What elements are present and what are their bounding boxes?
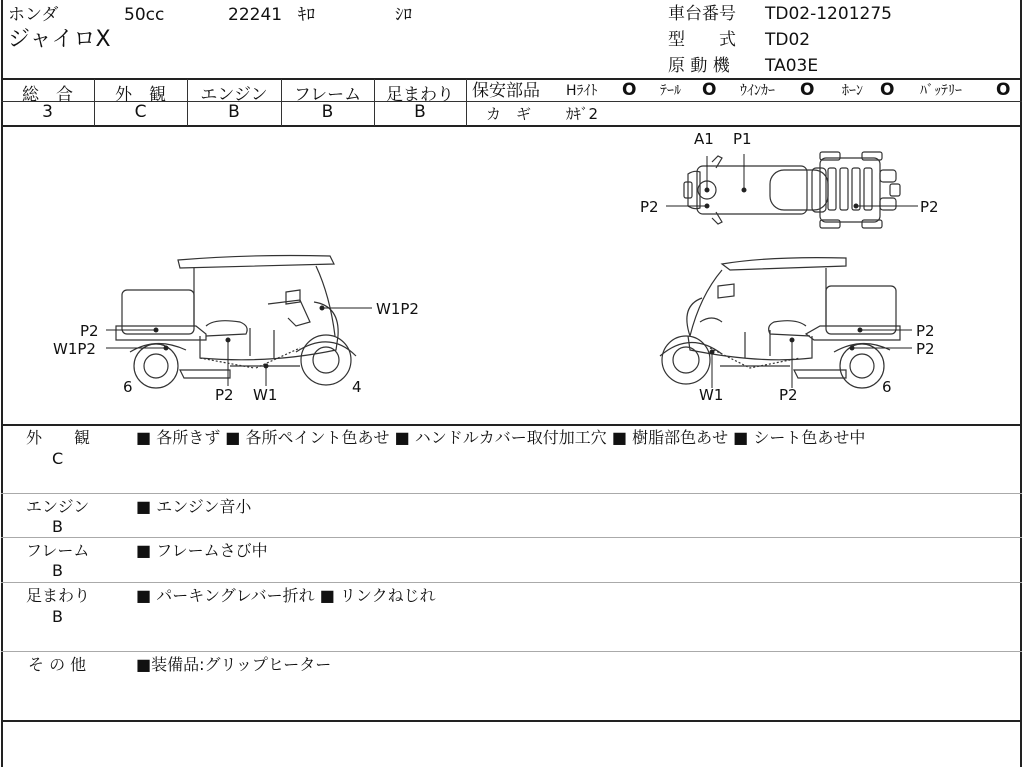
- exterior-label: 外 観: [115, 85, 166, 105]
- chassis-value: TD02-1201275: [765, 4, 892, 24]
- safety-mark-horn: O: [880, 80, 895, 100]
- remark-label-suspension: 足まわり: [26, 586, 91, 605]
- diagram-label: 6: [882, 378, 892, 396]
- engine-grade: B: [228, 102, 240, 122]
- safety-label: 保安部品: [472, 81, 540, 101]
- engine-label: 原 動 機: [668, 56, 730, 76]
- safety-mark-headlight: O: [622, 80, 637, 100]
- right-view-vehicle: [660, 258, 900, 388]
- divider: [466, 79, 467, 126]
- damage-diagram: [0, 126, 1024, 424]
- frame-grade-label: フレーム: [293, 85, 362, 105]
- diagram-label: P2: [640, 198, 659, 216]
- remark-grade-engine: B: [52, 517, 63, 536]
- remark-text-other: ■装備品:グリップヒーター: [136, 655, 332, 674]
- diagram-label: P2: [80, 322, 99, 340]
- diagram-label: P2: [215, 386, 234, 404]
- displacement: 50cc: [124, 5, 165, 25]
- safety-mark-winker: O: [800, 80, 815, 100]
- overall-grade: 3: [42, 102, 53, 122]
- suspension-grade-label: 足まわり: [386, 85, 454, 105]
- remark-label-engine: エンジン: [26, 497, 90, 516]
- mileage: 22241: [228, 5, 283, 25]
- remark-text-frame: ■ フレームさび中: [136, 541, 268, 560]
- exterior-grade: C: [134, 102, 147, 122]
- diagram-label: W1P2: [53, 340, 96, 358]
- type-label: 型 式: [668, 30, 736, 50]
- remark-grade-exterior: C: [52, 449, 64, 468]
- divider: [1, 537, 1022, 538]
- diagram-label: W1: [699, 386, 724, 404]
- divider: [1, 651, 1022, 652]
- diagram-label: 6: [123, 378, 133, 396]
- diagram-label: P1: [733, 130, 752, 148]
- divider: [1, 493, 1022, 494]
- chassis-label: 車台番号: [668, 4, 736, 24]
- diagram-label: W1P2: [376, 300, 419, 318]
- color: ｼﾛ: [395, 5, 412, 25]
- diagram-label: W1: [253, 386, 278, 404]
- model-name: ジャイロX: [8, 27, 111, 52]
- diagram-label: P2: [916, 322, 935, 340]
- divider: [467, 101, 1022, 102]
- safety-mark-tail: O: [702, 80, 717, 100]
- suspension-grade: B: [414, 102, 426, 122]
- safety-mark-battery: O: [996, 80, 1011, 100]
- remark-text-suspension: ■ パーキングレバー折れ ■ リンクねじれ: [136, 586, 436, 605]
- safety-item-headlight: Hﾗｲﾄ: [566, 83, 598, 99]
- remark-label-other: そ の 他: [28, 655, 87, 674]
- type-value: TD02: [765, 30, 811, 50]
- remark-text-engine: ■ エンジン音小: [136, 497, 252, 516]
- remark-label-exterior: 外 観: [26, 428, 91, 447]
- mileage-unit: ｷﾛ: [298, 5, 315, 25]
- remark-label-frame: フレーム: [26, 541, 90, 560]
- overall-label: 総 合: [22, 85, 73, 105]
- diagram-label: P2: [779, 386, 798, 404]
- remark-grade-suspension: B: [52, 607, 63, 626]
- diagram-label: A1: [694, 130, 714, 148]
- engine-value: TA03E: [765, 56, 819, 76]
- diagram-label: 4: [352, 378, 362, 396]
- key-label: カ ギ: [486, 105, 532, 123]
- engine-grade-label: エンジン: [200, 85, 268, 105]
- safety-item-horn: ﾎｰﾝ: [842, 83, 863, 99]
- frame-grade: B: [321, 102, 334, 122]
- diagram-label: P2: [920, 198, 939, 216]
- divider: [1, 424, 1022, 426]
- safety-item-tail: ﾃｰﾙ: [660, 83, 681, 99]
- divider: [1, 582, 1022, 583]
- safety-item-battery: ﾊﾞｯﾃﾘｰ: [920, 83, 962, 99]
- top-view-vehicle: [684, 152, 900, 228]
- left-view-vehicle: [116, 256, 356, 389]
- remark-text-exterior: ■ 各所きず ■ 各所ペイント色あせ ■ ハンドルカバー取付加工穴 ■ 樹脂部色あせ ■ シート色あせ中: [136, 428, 866, 447]
- key-value: ｶｷﾞ2: [566, 105, 599, 123]
- diagram-label: P2: [916, 340, 935, 358]
- safety-item-winker: ｳｲﾝｶｰ: [740, 83, 775, 99]
- maker: ホンダ: [8, 5, 59, 25]
- divider: [1, 720, 1022, 722]
- remark-grade-frame: B: [52, 561, 63, 580]
